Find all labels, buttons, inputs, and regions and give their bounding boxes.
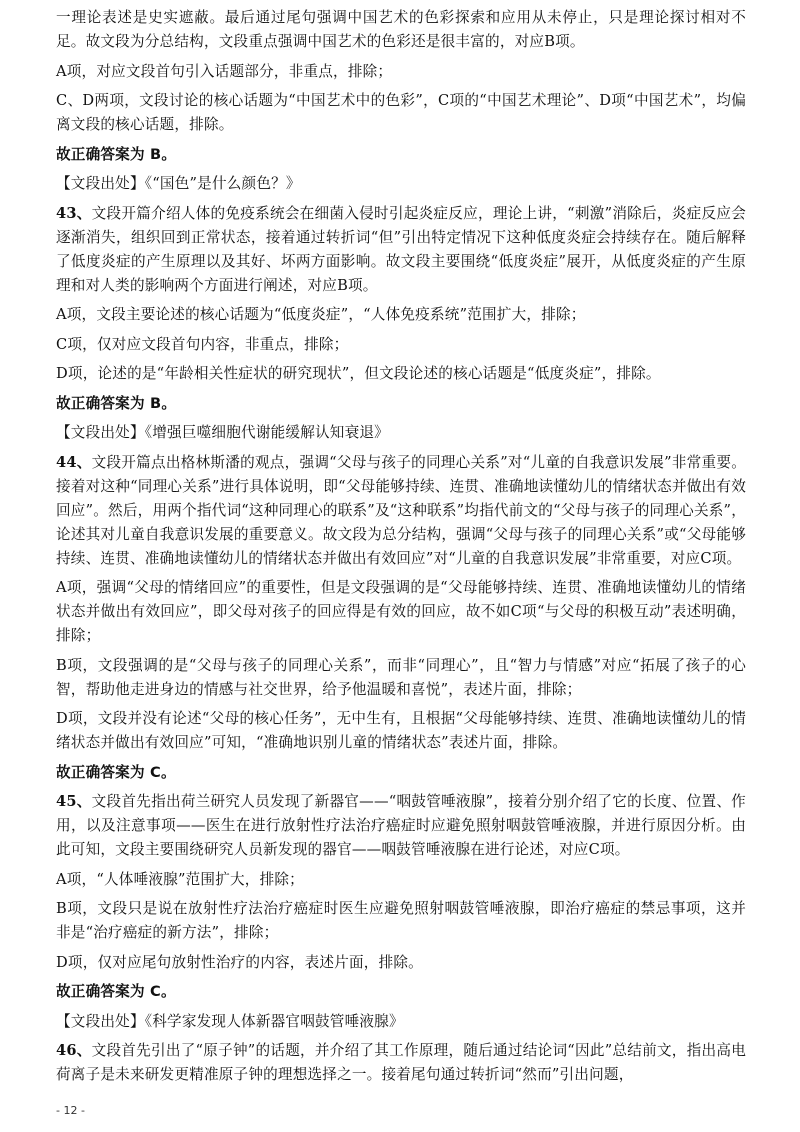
explanation-paragraph: 【文段出处】《“国色”是什么颜色？》 xyxy=(56,175,301,192)
question-number: 44、 xyxy=(56,453,92,471)
page-number: - 12 - xyxy=(56,1104,85,1117)
explanation-paragraph: A项，强调“父母的情绪回应”的重要性，但是文段强调的是“父母能够持续、连贯、准确地读懂幼儿的情绪状态并做出有效回应”，即父母对孩子的回应得是有效的回应，故不如C项“与父母的积极互动”表述明确，排除； xyxy=(56,579,746,644)
question-explanation xyxy=(56,451,746,571)
explanation-paragraph: 【文段出处】《增强巨噬细胞代谢能缓解认知衰退》 xyxy=(56,424,389,441)
question-number: 46、 xyxy=(56,1042,92,1059)
explanation-paragraph: B项，文段只是说在放射性疗法治疗癌症时医生应避免照射咽鼓管唾液腺，即治疗癌症的禁忌事项，这并非是“治疗癌症的新方法”，排除； xyxy=(56,900,746,941)
answer-line: 故正确答案为 C。 xyxy=(56,763,176,781)
question-number: 43、 xyxy=(56,204,92,222)
explanation-paragraph: D项，论述的是“年龄相关性症状的研究现状”，但文段论述的核心话题是“低度炎症”，排除。 xyxy=(56,365,661,382)
explanation-paragraph: A项，对应文段首句引入话题部分，非重点，排除； xyxy=(56,62,393,80)
document-body xyxy=(56,6,746,1093)
question-text: 文段首先引出了“原子钟”的话题，并介绍了其工作原理，随后通过结论词“因此”总结前文，指出高电荷离子是未来研发更精准原子钟的理想选择之一。接着尾句通过转折词“然而”引出问题， xyxy=(56,1042,746,1083)
explanation-paragraph: A项，“人体唾液腺”范围扩大，排除； xyxy=(56,870,304,888)
answer-line: 故正确答案为 B。 xyxy=(56,145,177,163)
explanation-paragraph: 一理论表述是史实遮蔽。最后通过尾句强调中国艺术的色彩探索和应用从未停止，只是理论探讨相对不足。故文段为分总结构，文段重点强调中国艺术的色彩还是很丰富的，对应B项。 xyxy=(56,9,746,50)
question-explanation xyxy=(56,202,746,298)
question-number: 45、 xyxy=(56,793,92,810)
question-explanation xyxy=(56,1039,746,1087)
explanation-paragraph: 【文段出处】《科学家发现人体新器官咽鼓管唾液腺》 xyxy=(56,1012,404,1030)
explanation-paragraph: A项，文段主要论述的核心话题为“低度炎症”，“人体免疫系统”范围扩大，排除； xyxy=(56,306,586,323)
question-text: 文段开篇点出格林斯潘的观点，强调“父母与孩子的同理心关系”对“儿童的自我意识发展”非常重要。接着对这种“同理心关系”进行具体说明，即“父母能够持续、连贯、准确地读懂幼儿的情绪状态并做出有效回应”。然后，用两个指代词“这种同理心的联系”及“这种联系”均指代前文的“父母与孩子的同理心关系”，论述其对儿童自我意识发展的重要意义。故文段为总分结构，强调“父母与孩子的同理心关系”或“父母能够持续、连贯、准确地读懂幼儿的情绪状态并做出有效回应”对“儿童的自我意识发展”非常重要，对应C项。 xyxy=(56,453,746,567)
question-text: 文段开篇介绍人体的免疫系统会在细菌入侵时引起炎症反应，理论上讲，“刺激”消除后，炎症反应会逐渐消失，组织回到正常状态，接着通过转折词“但”引出特定情况下这种低度炎症会持续存在。随后解释了低度炎症的产生原理以及其好、坏两方面影响。故文段主要围绕“低度炎症”展开，从低度炎症的产生原理和对人类的影响两个方面进行阐述，对应B项。 xyxy=(56,204,746,294)
explanation-paragraph: D项，文段并没有论述“父母的核心任务”，无中生有，且根据“父母能够持续、连贯、准确地读懂幼儿的情绪状态并做出有效回应”可知，“准确地识别儿童的情绪状态”表述片面，排除。 xyxy=(56,710,746,751)
explanation-paragraph: C、D两项，文段讨论的核心话题为“中国艺术中的色彩”，C项的“中国艺术理论”、D项“中国艺术”，均偏离文段的核心话题，排除。 xyxy=(56,92,746,133)
explanation-paragraph: C项，仅对应文段首句内容，非重点，排除； xyxy=(56,335,349,353)
answer-line: 故正确答案为 B。 xyxy=(56,394,177,412)
explanation-paragraph: B项，文段强调的是“父母与孩子的同理心关系”，而非“同理心”，且“智力与情感”对应“拓展了孩子的心智，帮助他走进身边的情感与社交世界，给予他温暖和喜悦”，表述片面，排除； xyxy=(56,656,746,698)
question-text: 文段首先指出荷兰研究人员发现了新器官——“咽鼓管唾液腺”，接着分别介绍了它的长度、位置、作用，以及注意事项——医生在进行放射性疗法治疗癌症时应避免照射咽鼓管唾液腺，并进行原因分析。由此可知，文段主要围绕研究人员新发现的器官——咽鼓管唾液腺在进行论述，对应C项。 xyxy=(56,793,746,858)
answer-line: 故正确答案为 C。 xyxy=(56,983,176,1000)
explanation-paragraph: D项，仅对应尾句放射性治疗的内容，表述片面，排除。 xyxy=(56,953,423,971)
question-explanation xyxy=(56,790,746,862)
